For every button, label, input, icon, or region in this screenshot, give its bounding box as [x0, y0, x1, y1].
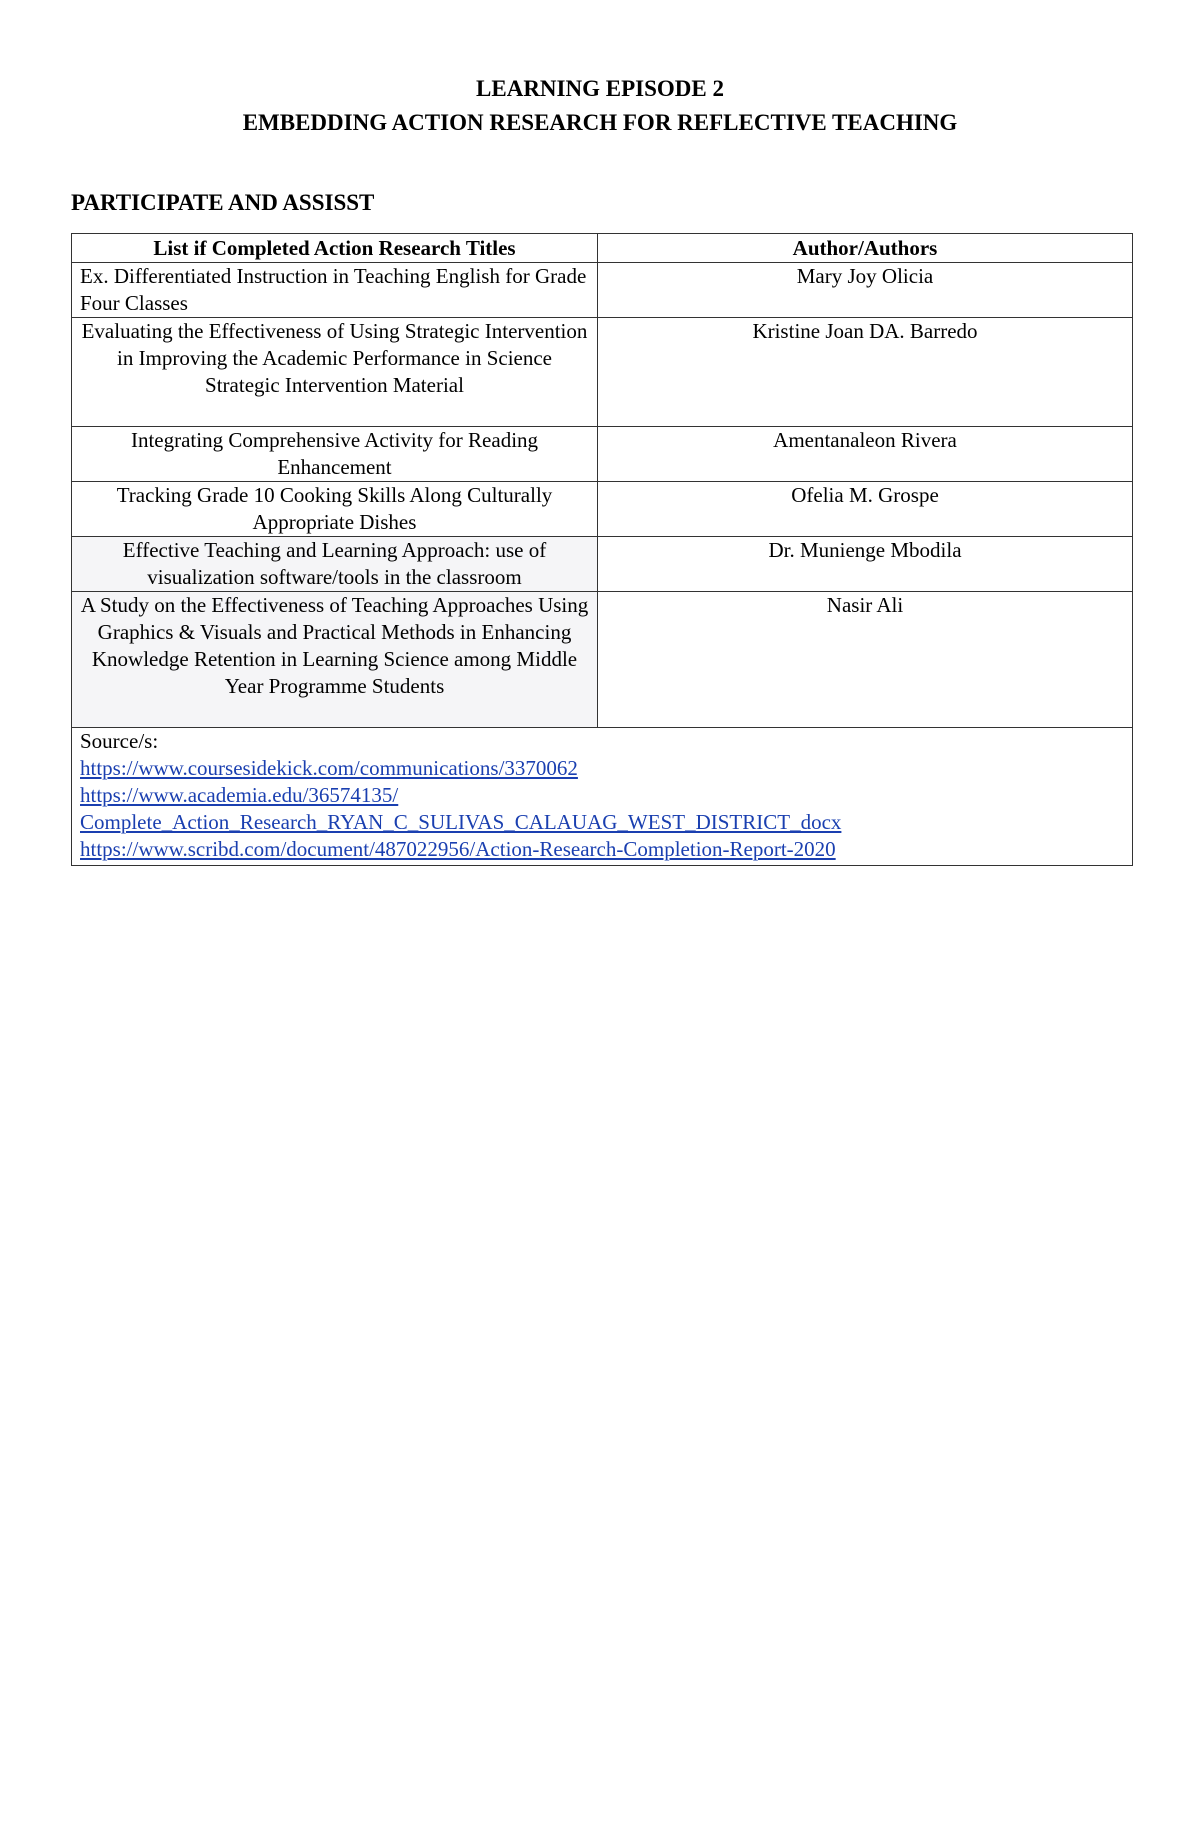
sources-row [72, 728, 1133, 866]
column-header-titles: List if Completed Action Research Titles [72, 234, 598, 263]
column-header-authors: Author/Authors [598, 234, 1133, 263]
section-heading: PARTICIPATE AND ASSISST [71, 190, 375, 215]
research-author: Amentanaleon Rivera [598, 427, 1133, 482]
table-row [72, 318, 1133, 427]
table-row [72, 482, 1133, 537]
research-title: Ex. Differentiated Instruction in Teaching English for Grade Four Classes [72, 263, 598, 318]
research-author: Kristine Joan DA. Barredo [598, 318, 1133, 427]
research-author: Dr. Munienge Mbodila [598, 537, 1133, 592]
table-row [72, 427, 1133, 482]
table-row [72, 537, 1133, 592]
source-link-academia-continued[interactable]: Complete_Action_Research_RYAN_C_SULIVAS_CALAUAG_WEST_DISTRICT_docx [80, 810, 842, 834]
research-title: Tracking Grade 10 Cooking Skills Along Culturally Appropriate Dishes [72, 482, 598, 537]
research-author: Nasir Ali [598, 592, 1133, 728]
research-title: A Study on the Effectiveness of Teaching Approaches Using Graphics & Visuals and Practical Methods in Enhancing Knowledge Retention in Learning Science among Middle Year Programme Students [72, 592, 598, 728]
sources-label: Source/s: [80, 729, 159, 753]
sources-cell [72, 728, 1133, 866]
source-link-academia[interactable]: https://www.academia.edu/36574135/ [80, 783, 399, 807]
table-row [72, 263, 1133, 318]
source-link-coursesidekick[interactable]: https://www.coursesidekick.com/communications/3370062 [80, 756, 578, 780]
research-author: Mary Joy Olicia [598, 263, 1133, 318]
table-row [72, 592, 1133, 728]
episode-title: LEARNING EPISODE 2 [476, 76, 724, 101]
episode-subtitle: EMBEDDING ACTION RESEARCH FOR REFLECTIVE TEACHING [242, 110, 958, 135]
table-header-row [72, 234, 1133, 263]
source-link-scribd[interactable]: https://www.scribd.com/document/487022956/Action-Research-Completion-Report-2020 [80, 837, 836, 861]
research-author: Ofelia M. Grospe [598, 482, 1133, 537]
research-title: Effective Teaching and Learning Approach: use of visualization software/tools in the classroom [72, 537, 598, 592]
research-title: Evaluating the Effectiveness of Using Strategic Intervention in Improving the Academic Performance in Science Strategic Intervention Material [72, 318, 598, 427]
action-research-table [71, 233, 1133, 866]
research-title: Integrating Comprehensive Activity for Reading Enhancement [72, 427, 598, 482]
